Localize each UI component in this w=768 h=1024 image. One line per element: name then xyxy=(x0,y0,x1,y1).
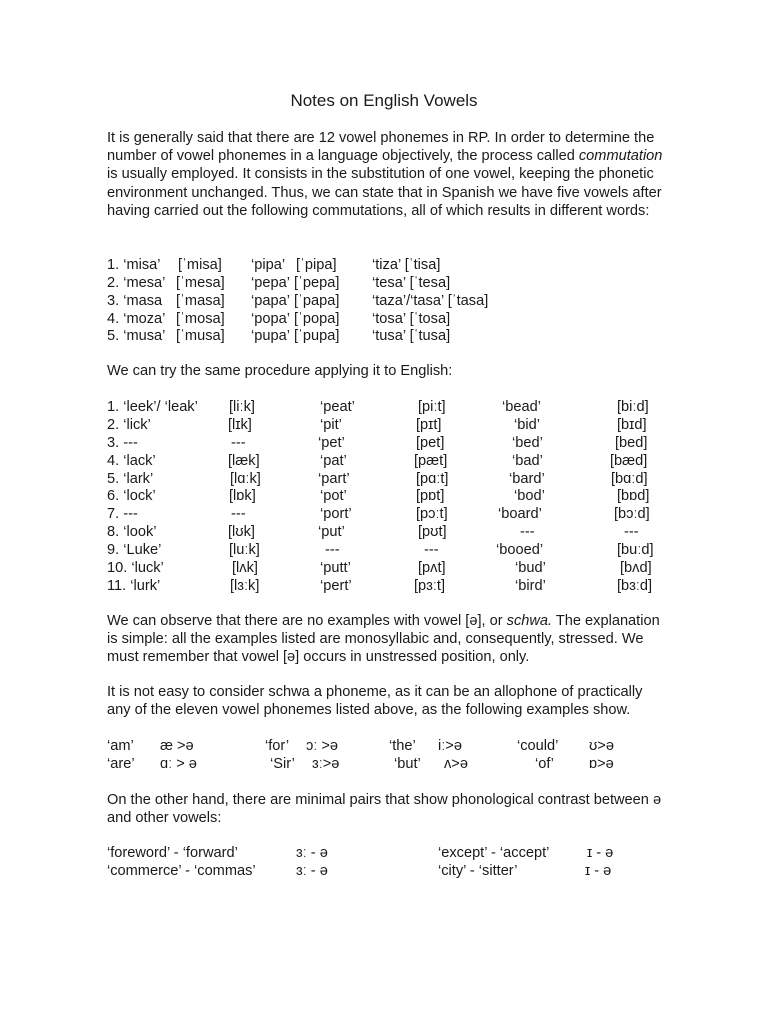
english-transcription: [lʊk] xyxy=(228,524,255,540)
english-row xyxy=(0,470,768,488)
english-transcription: [liːk] xyxy=(229,399,255,415)
english-transcription: [pʊt] xyxy=(418,524,447,540)
schwa-term: schwa. xyxy=(506,613,553,629)
english-transcription: [lɪk] xyxy=(228,417,252,433)
english-word: ‘bad’ xyxy=(512,453,543,469)
spanish-row xyxy=(0,310,768,328)
spanish-transcription: [ˈmosa] xyxy=(176,311,225,327)
english-transcription: [bʌd] xyxy=(620,560,652,576)
minimal-pair-words: ‘city’ - ‘sitter’ xyxy=(438,863,518,879)
spanish-transcription: [ˈpapa] xyxy=(294,293,340,309)
english-word: ‘bed’ xyxy=(512,435,543,451)
english-transcription: [pʌt] xyxy=(418,560,446,576)
english-transcription: [bɔːd] xyxy=(614,506,650,522)
english-transcription: [pɜːt] xyxy=(414,578,446,594)
spanish-word: ‘tesa’ [ˈtesa] xyxy=(372,275,451,291)
english-word: ‘pert’ xyxy=(320,578,352,594)
page-title: Notes on English Vowels xyxy=(290,91,478,110)
weak-form-word: ‘am’ xyxy=(107,738,134,754)
english-row xyxy=(0,434,768,452)
spanish-word: ‘papa’ xyxy=(251,293,290,309)
minimal-pair-words: ‘except’ - ‘accept’ xyxy=(438,845,550,861)
english-word: 4. ‘lack’ xyxy=(107,453,156,469)
minimal-pair-row xyxy=(0,862,768,880)
minimal-pair-words: ‘commerce’ - ‘commas’ xyxy=(107,863,256,879)
spanish-word: 2. ‘mesa’ xyxy=(107,275,166,291)
weak-form-word: ‘are’ xyxy=(107,756,135,772)
english-word: ‘bard’ xyxy=(509,471,545,487)
english-word: ‘peat’ xyxy=(320,399,355,415)
english-transcription: --- xyxy=(424,542,439,558)
english-transcription: [pɔːt] xyxy=(416,506,448,522)
spanish-word: 3. ‘masa xyxy=(107,293,163,309)
spanish-word: ‘pepa’ xyxy=(251,275,290,291)
weak-form-word: ‘the’ xyxy=(389,738,416,754)
spanish-transcription: [ˈmusa] xyxy=(176,328,225,344)
spanish-transcription: [ˈmisa] xyxy=(178,257,222,273)
intro-text-end: is usually employed. It consists in the substitution of one vowel, keeping the phonetic environment unchanged. Thus, we can state that in Spanish we have five vowels after having carried out the following commutations, all of which results in different words: xyxy=(107,166,662,219)
english-transcription: [lʌk] xyxy=(232,560,258,576)
weak-form-change: ʊ>ə xyxy=(589,738,614,754)
spanish-word: ‘pipa’ xyxy=(251,257,286,273)
minimal-pair-contrast: ɜː - ə xyxy=(296,845,328,861)
spanish-word: ‘taza’/‘tasa’ [ˈtasa] xyxy=(372,293,489,309)
english-word: ‘bud’ xyxy=(515,560,546,576)
english-transcription: [luːk] xyxy=(229,542,260,558)
weak-form-change: æ >ə xyxy=(160,738,194,754)
minimal-pair-contrast: ɪ - ə xyxy=(585,863,612,879)
english-transcription: [bɜːd] xyxy=(617,578,653,594)
english-transcription: [lɜːk] xyxy=(230,578,260,594)
spanish-transcription: [ˈpipa] xyxy=(296,257,337,273)
english-word: ‘pot’ xyxy=(320,488,347,504)
weak-form-row xyxy=(0,755,768,773)
spanish-word: ‘popa’ xyxy=(251,311,290,327)
intro-term: commutation xyxy=(578,148,663,165)
english-row xyxy=(0,541,768,559)
english-word: 1. ‘leek’/ ‘leak’ xyxy=(107,399,198,415)
english-row xyxy=(0,452,768,470)
english-row xyxy=(0,523,768,541)
weak-form-change: iː>ə xyxy=(438,738,462,754)
weak-form-change: ʌ>ə xyxy=(444,756,468,772)
spanish-transcription: [ˈpepa] xyxy=(294,275,340,291)
english-row xyxy=(0,416,768,434)
english-row xyxy=(0,577,768,595)
english-word: 10. ‘luck’ xyxy=(107,560,164,576)
spanish-transcription: [ˈmasa] xyxy=(176,293,225,309)
weak-form-change: ɜː>ə xyxy=(312,756,340,772)
english-transcription: --- xyxy=(231,506,246,522)
english-word: 3. --- xyxy=(107,435,138,451)
minimal-pair-contrast: ɪ - ə xyxy=(587,845,614,861)
english-word: 2. ‘lick’ xyxy=(107,417,151,433)
english-word: 9. ‘Luke’ xyxy=(107,542,162,558)
english-word: 8. ‘look’ xyxy=(107,524,157,540)
weak-form-word: ‘could’ xyxy=(517,738,559,754)
english-word: ‘pit’ xyxy=(320,417,342,433)
english-transcription: [buːd] xyxy=(617,542,654,558)
intro-paragraph xyxy=(107,129,667,220)
spanish-word: ‘tiza’ [ˈtisa] xyxy=(372,257,441,273)
english-transcription: [lɑːk] xyxy=(230,471,261,487)
spanish-word: 5. ‘musa’ xyxy=(107,328,166,344)
english-intro: We can try the same procedure applying it to English: xyxy=(107,363,453,379)
english-word: ‘pat’ xyxy=(320,453,347,469)
minimal-pair-words: ‘foreword’ - ‘forward’ xyxy=(107,845,238,861)
schwa-text-end: The explanation is simple: all the examples listed are monosyllabic and, consequently, stressed. We must remember that vowel [ə] occurs in unstressed position, only. xyxy=(107,613,660,666)
weak-form-change: ɒ>ə xyxy=(589,756,614,772)
schwa-paragraph xyxy=(107,612,667,667)
english-row xyxy=(0,505,768,523)
english-transcription: [pet] xyxy=(416,435,445,451)
english-word: ‘board’ xyxy=(498,506,542,522)
english-word: 7. --- xyxy=(107,506,138,522)
english-transcription: --- xyxy=(624,524,639,540)
english-word: 11. ‘lurk’ xyxy=(107,578,161,594)
english-transcription: [lɒk] xyxy=(229,488,256,504)
allophone-paragraph: It is not easy to consider schwa a phoneme, as it can be an allophone of practically any of the eleven vowel phonemes listed above, as the following examples show. xyxy=(107,684,643,719)
spanish-transcription: [ˈpopa] xyxy=(294,311,340,327)
english-transcription: [pɑːt] xyxy=(416,471,449,487)
english-word: ‘put’ xyxy=(318,524,345,540)
weak-form-row xyxy=(0,737,768,755)
spanish-transcription: [ˈmesa] xyxy=(176,275,225,291)
english-row xyxy=(0,487,768,505)
english-transcription: [bɑːd] xyxy=(611,471,648,487)
english-transcription: [bɪd] xyxy=(617,417,647,433)
spanish-row xyxy=(0,292,768,310)
english-transcription: [bed] xyxy=(615,435,648,451)
english-word: ‘part’ xyxy=(318,471,350,487)
spanish-word: ‘pupa’ xyxy=(251,328,290,344)
english-word: --- xyxy=(520,524,535,540)
weak-form-word: ‘Sir’ xyxy=(270,756,295,772)
english-transcription: [pɪt] xyxy=(416,417,442,433)
english-word: ‘port’ xyxy=(320,506,352,522)
english-word: ‘pet’ xyxy=(318,435,345,451)
english-word: 6. ‘lock’ xyxy=(107,488,156,504)
weak-form-change: ɑː > ə xyxy=(160,756,197,772)
english-word: ‘bid’ xyxy=(514,417,540,433)
weak-form-word: ‘of’ xyxy=(535,756,554,772)
spanish-word: ‘tosa’ [ˈtosa] xyxy=(372,311,451,327)
english-transcription: [biːd] xyxy=(617,399,649,415)
english-word: ‘bird’ xyxy=(515,578,546,594)
weak-form-word: ‘but’ xyxy=(394,756,421,772)
english-word: 5. ‘lark’ xyxy=(107,471,154,487)
weak-form-word: ‘for’ xyxy=(265,738,290,754)
contrast-paragraph: On the other hand, there are minimal pairs that show phonological contrast between ə and other vowels: xyxy=(107,792,662,827)
intro-text-start: It is generally said that there are 12 vowel phonemes in RP. In order to determine the number of vowel phonemes in a language objectively, the process called xyxy=(107,130,655,165)
minimal-pair-contrast: ɜː - ə xyxy=(296,863,328,879)
english-word: ‘bod’ xyxy=(514,488,545,504)
english-transcription: [bɒd] xyxy=(617,488,650,504)
english-transcription: [piːt] xyxy=(418,399,446,415)
english-word: ‘booed’ xyxy=(496,542,544,558)
english-row xyxy=(0,398,768,416)
spanish-row xyxy=(0,274,768,292)
english-transcription: [pæt] xyxy=(414,453,448,469)
english-row xyxy=(0,559,768,577)
schwa-text-start: We can observe that there are no examples with vowel [ə], or xyxy=(107,613,507,629)
spanish-row xyxy=(0,256,768,274)
minimal-pair-row xyxy=(0,844,768,862)
spanish-word: ‘tusa’ [ˈtusa] xyxy=(372,328,451,344)
english-transcription: --- xyxy=(231,435,246,451)
english-word: ‘putt’ xyxy=(320,560,351,576)
spanish-row xyxy=(0,327,768,345)
spanish-word: 1. ‘misa’ xyxy=(107,257,161,273)
english-transcription: [læk] xyxy=(228,453,260,469)
english-transcription: [pɒt] xyxy=(416,488,445,504)
spanish-word: 4. ‘moza’ xyxy=(107,311,166,327)
weak-form-change: ɔː >ə xyxy=(306,738,339,754)
english-transcription: [bæd] xyxy=(610,453,648,469)
spanish-transcription: [ˈpupa] xyxy=(294,328,340,344)
english-word: --- xyxy=(325,542,340,558)
english-word: ‘bead’ xyxy=(502,399,541,415)
